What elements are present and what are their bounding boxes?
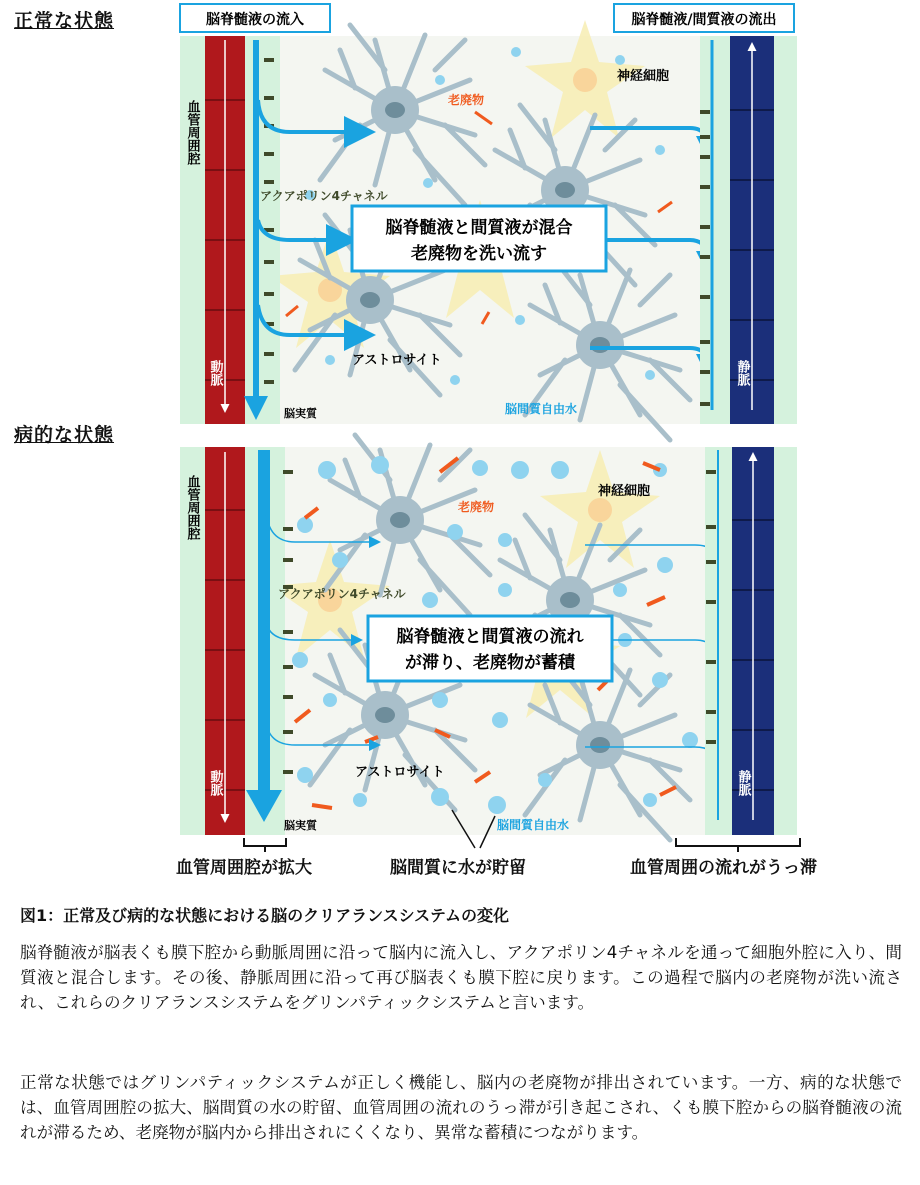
vein-label: 静脈 <box>735 770 751 796</box>
artery-label: 動脈 <box>207 770 223 796</box>
bracket-right <box>676 838 800 852</box>
free-water-label: 脳間質自由水 <box>497 818 570 832</box>
artery-label: 動脈 <box>207 360 223 386</box>
waste-label: 老廃物 <box>458 500 495 514</box>
pathological-callout-line2: が滞り、老廃物が蓄積 <box>405 653 575 673</box>
parenchyma-label: 脳実質 <box>284 407 317 420</box>
aquaporin-label: アクアポリン4チャネル <box>260 189 388 203</box>
perivascular-stasis-label: 血管周囲の流れがうっ滞 <box>630 858 817 878</box>
normal-callout-line2: 老廃物を洗い流す <box>411 244 547 264</box>
figure-caption: 図1：正常及び病的な状態における脳のクリアランスシステムの変化 <box>20 906 510 925</box>
description-paragraph-1: 脳脊髄液が脳表くも膜下腔から動脈周囲に沿って脳内に流入し、アクアポリン4チャネルを通って細胞外腔に入り、間質液と混合します。その後、静脈周囲に沿って再び脳表くも膜下腔に戻ります。この過程で脳内の老廃物が洗い流され、これらのクリアランスシステムをグリンパティックシステムと言います。 <box>20 943 902 1012</box>
bracket-left <box>244 838 286 852</box>
enlarged-perivascular-label: 血管周囲腔が拡大 <box>176 858 312 878</box>
normal-callout-line1: 脳脊髄液と間質液が混合 <box>385 218 573 238</box>
astrocyte-label: アストロサイト <box>352 353 442 368</box>
parenchyma-label: 脳実質 <box>284 819 317 832</box>
astrocyte-label: アストロサイト <box>355 765 445 780</box>
aquaporin-label: アクアポリン4チャネル <box>278 587 406 601</box>
normal-panel <box>180 4 797 440</box>
description-paragraph-2: 正常な状態ではグリンパティックシステムが正しく機能し、脳内の老廃物が排出されています。一方、病的な状態では、血管周囲腔の拡大、脳間質の水の貯留、血管周囲の流れのうっ滞が引き起こされ、くも膜下腔からの脳脊髄液の流れが滞るため、老廃物が脳内から排出されにくくなり、異常な蓄積につながります。 <box>20 1073 902 1142</box>
vein-label: 静脈 <box>734 360 750 386</box>
normal-state-title: 正常な状態 <box>14 10 115 32</box>
outflow-label: 脳脊髄液/間質液の流出 <box>631 12 777 28</box>
inflow-label: 脳脊髄液の流入 <box>206 12 304 28</box>
neuron-label: 神経細胞 <box>598 484 651 499</box>
pathological-panel <box>180 435 800 852</box>
free-water-label: 脳間質自由水 <box>505 402 578 416</box>
interstitial-water-label: 脳間質に水が貯留 <box>390 858 526 878</box>
perivascular-space-left <box>180 36 205 424</box>
pathological-callout-line1: 脳脊髄液と間質液の流れ <box>396 627 584 647</box>
perivascular-space-label: 血管周囲腔 <box>184 475 200 540</box>
pathological-state-title: 病的な状態 <box>14 424 115 446</box>
waste-label: 老廃物 <box>448 93 485 107</box>
perivascular-space-label: 血管周囲腔 <box>184 100 200 165</box>
neuron-label: 神経細胞 <box>617 69 670 84</box>
